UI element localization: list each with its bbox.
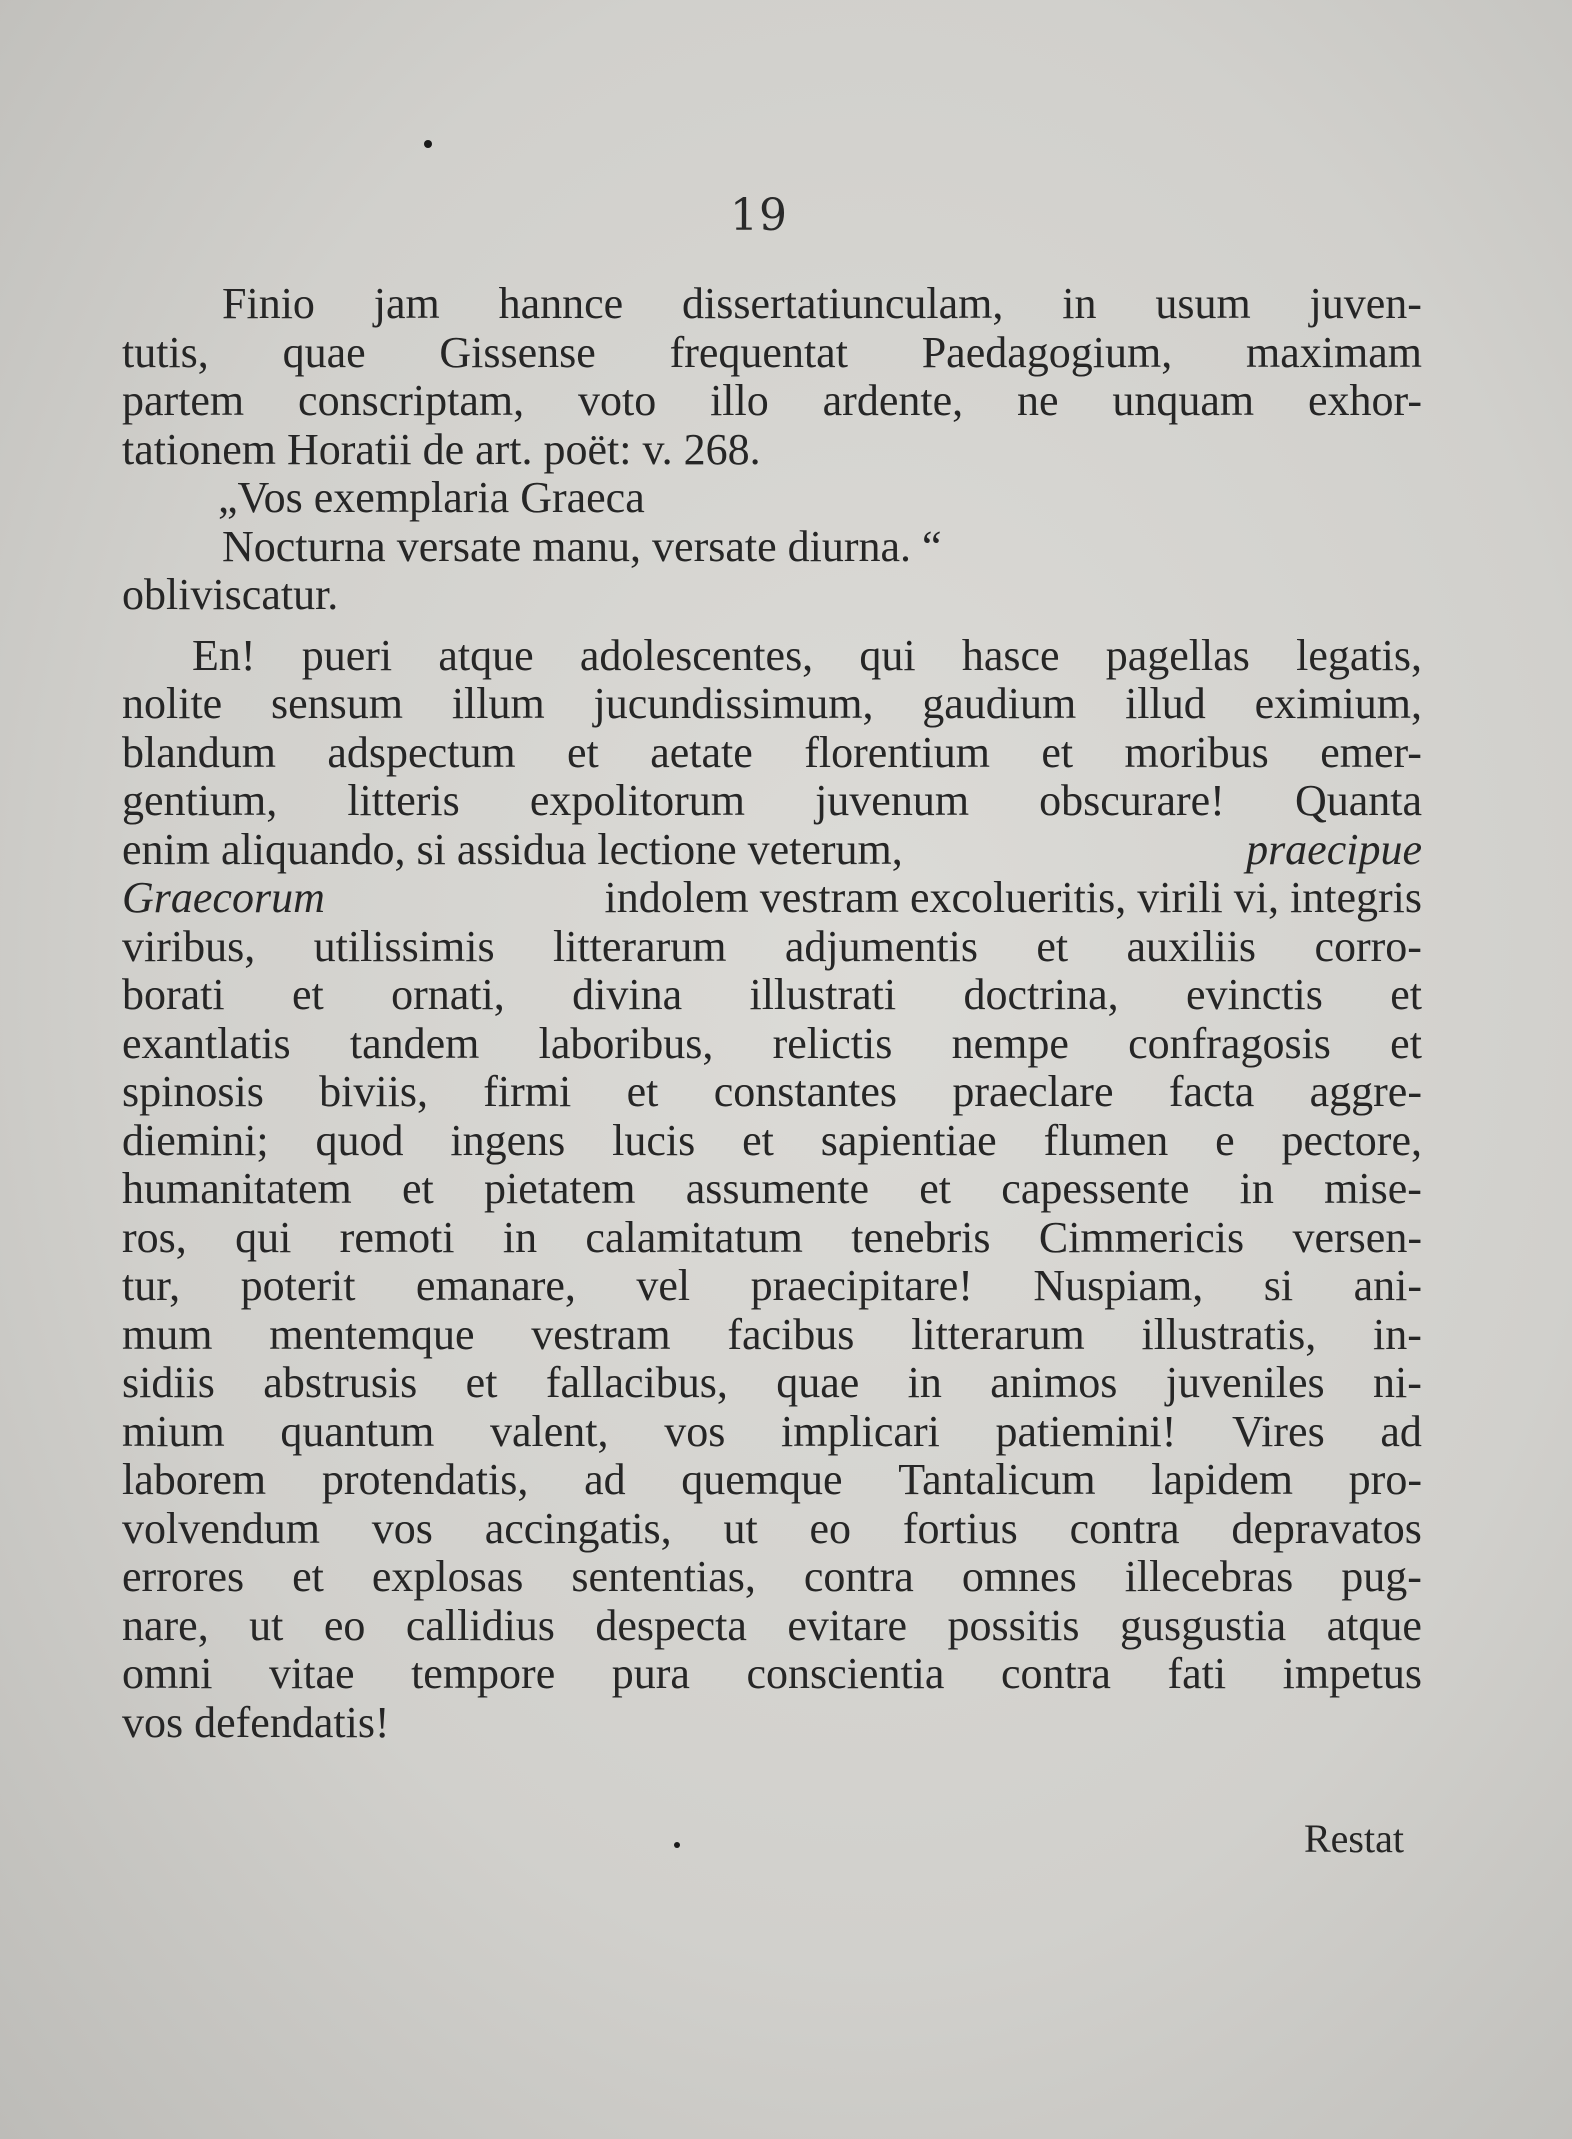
word: qui [235,1212,292,1262]
word: illecebras [1124,1552,1294,1601]
word: lapidem [1151,1455,1293,1504]
word: ad [1380,1406,1422,1456]
word: facibus [727,1309,855,1359]
word: ani- [1353,1261,1422,1310]
word: fallacibus, [545,1358,728,1407]
word: in [1062,279,1097,328]
word: pietatem [483,1164,636,1213]
word: viribus, [122,921,256,971]
word: mentemque [269,1309,475,1359]
word: blandum [122,727,276,777]
word: quemque [681,1455,843,1504]
word: Gissense [439,327,596,377]
word: litteris [347,776,460,825]
word: vos [371,1503,433,1553]
word: in [907,1358,942,1407]
word: florentium [804,727,990,777]
word: contra [803,1552,914,1601]
body-text [122,280,1422,1747]
text-segment: indolem vestram excolueritis, virili vi, integris [604,873,1422,922]
word: atque [438,630,534,680]
word: flumen [1043,1115,1169,1165]
word: juven- [1309,279,1422,328]
word: frequentat [669,327,848,377]
text-line [122,1408,1422,1457]
text-line [122,1311,1422,1360]
word: doctrina, [963,970,1119,1019]
word: et [626,1067,659,1116]
word: pagellas [1105,630,1250,680]
word: litterarum [552,921,727,971]
text-line [122,1456,1422,1505]
word: pectore, [1281,1115,1422,1165]
word: partem [122,376,245,425]
word: poterit [240,1261,356,1310]
word: relictis [772,1018,893,1068]
word: praeclare [952,1067,1114,1116]
word: sidiis [122,1358,215,1407]
word: tandem [349,1018,480,1068]
word: conscriptam, [298,376,525,425]
word: Paedagogium, [921,327,1173,377]
word: capessente [1001,1164,1190,1213]
word: exhor- [1308,376,1422,425]
word: si [1263,1261,1294,1310]
word: voto [577,376,657,425]
word: remoti [339,1212,455,1262]
text-line [122,377,1422,426]
word: ni- [1373,1358,1422,1407]
word: explosas [371,1552,524,1601]
word: tenebris [851,1212,991,1262]
word: utilissimis [313,921,495,971]
word: despecta [595,1600,747,1650]
word: emanare, [415,1261,576,1310]
word: et [465,1358,498,1407]
word: vos [664,1406,726,1456]
word: pueri [301,630,393,680]
word: borati [122,970,225,1019]
word: pura [611,1649,690,1698]
word: adolescentes, [579,630,814,680]
word: nempe [951,1018,1069,1068]
word: gaudium [922,679,1077,728]
text-line [122,1117,1422,1166]
word: usum [1155,279,1251,328]
word: assumente [685,1164,870,1213]
word: aetate [650,727,753,777]
word: En! [192,630,256,680]
catchword: Restat [1304,1816,1404,1861]
word: exantlatis [122,1018,291,1068]
word: Quanta [1294,776,1422,825]
word: accingatis, [484,1503,672,1553]
text-line [122,1359,1422,1408]
word: impetus [1282,1649,1422,1698]
word: gusgustia [1119,1600,1287,1650]
text-segment: enim aliquando, si assidua lectione veterum, [122,824,903,874]
word: illud [1125,679,1206,728]
word: unquam [1112,376,1255,425]
word: lucis [612,1115,696,1165]
word: errores [122,1552,245,1601]
word: quod [315,1115,404,1165]
italic-word: praecipue [1246,824,1422,874]
word: maximam [1245,327,1422,377]
word: ingens [450,1115,566,1165]
text-line: obliviscatur. [122,570,339,619]
word: fortius [902,1503,1018,1553]
word: hannce [498,279,624,328]
word: corro- [1314,921,1422,971]
word: constantes [713,1067,897,1116]
word: ut [249,1600,284,1650]
word: vel [636,1261,691,1310]
verse-line: „Vos exemplaria Graeca [218,473,645,522]
word: quantum [280,1406,435,1456]
word: mise- [1324,1164,1422,1213]
word: tempore [411,1649,556,1698]
word: humanitatem [122,1164,352,1213]
text-line [122,777,1422,826]
word: diemini; [122,1115,269,1165]
word: laboribus, [538,1018,714,1068]
word: ros, [122,1212,187,1262]
word: nare, [122,1600,209,1650]
word: omni [122,1649,213,1698]
italic-word: Graecorum [122,873,325,922]
word: mium [122,1406,225,1456]
word: illo [710,376,769,425]
word: sapientiae [820,1115,997,1165]
word: omnes [961,1552,1077,1601]
word: vestram [531,1309,671,1359]
text-line [122,1020,1422,1069]
word: illustrati [749,970,897,1019]
word: contra [1069,1503,1180,1553]
word: fati [1167,1649,1227,1698]
text-line [122,923,1422,972]
word: juveniles [1165,1358,1325,1407]
word: mum [122,1309,213,1359]
word: implicari [781,1406,940,1456]
ink-speck [674,1842,680,1848]
word: quae [282,327,366,377]
word: conscientia [746,1649,945,1698]
word: ornati, [391,970,505,1019]
word: atque [1326,1600,1422,1650]
word: auxiliis [1126,921,1257,971]
word: moribus [1124,727,1269,777]
word: praecipitare! [750,1261,973,1310]
paragraph-gap [122,620,1422,632]
word: expolitorum [529,776,745,825]
word: ne [1016,376,1059,425]
verse-line: Nocturna versate manu, versate diurna. “ [222,521,942,571]
word: pug- [1341,1552,1422,1601]
text-line: tationem Horatii de art. poët: v. 268. [122,424,761,474]
word: et [919,1164,952,1213]
word: valent, [490,1406,609,1456]
word: confragosis [1128,1018,1331,1068]
word: Finio [222,279,315,328]
word: jucundissimum, [593,679,874,728]
word: animos [990,1358,1118,1407]
word: et [567,727,599,777]
word: Nuspiam, [1033,1261,1204,1310]
word: obscurare! [1039,776,1225,825]
word: evitare [787,1600,908,1650]
word: facta [1168,1067,1255,1116]
word: nolite [122,679,223,728]
word: depravatos [1231,1503,1422,1553]
word: et [742,1115,774,1165]
word: emer- [1320,727,1422,777]
word: eo [809,1503,852,1553]
word: adjumentis [784,921,978,971]
word: eximium, [1254,679,1422,728]
word: tutis, [122,327,209,377]
word: legatis, [1296,630,1422,680]
word: vitae [269,1649,355,1698]
word: sententias, [571,1552,756,1601]
word: in- [1373,1309,1422,1359]
word: versen- [1292,1212,1422,1262]
word: et [1041,727,1074,777]
word: eo [323,1600,366,1650]
text-line [122,1650,1422,1699]
word: in [502,1212,538,1262]
word: volvendum [122,1503,320,1553]
word: Vires [1232,1406,1325,1456]
word: sensum [271,679,404,728]
word: juvenum [815,776,970,825]
text-line [122,329,1422,378]
text-line [122,1068,1422,1117]
word: illum [451,679,545,728]
word: et [1390,1018,1422,1068]
word: in [1239,1164,1274,1213]
text-line [122,1165,1422,1214]
text-line [122,280,1422,329]
word: e [1215,1115,1235,1165]
word: aggre- [1309,1067,1422,1116]
word: spinosis [122,1067,264,1116]
word: qui [859,630,916,680]
word: contra [1000,1649,1111,1698]
word: possitis [947,1600,1080,1650]
word: Cimmericis [1038,1212,1245,1262]
text-line [122,729,1422,778]
word: patiemini! [995,1406,1177,1456]
word: gentium, [122,776,278,825]
word: divina [572,970,683,1019]
text-line [122,1602,1422,1651]
word: ad [584,1455,626,1504]
text-line [122,826,1422,875]
page-number: 19 [730,190,788,241]
word: abstrusis [263,1358,418,1407]
word: pro- [1348,1455,1422,1504]
word: firmi [483,1067,572,1116]
word: adspectum [327,727,516,777]
word: et [1390,970,1422,1019]
ink-speck [424,140,432,148]
word: evinctis [1186,970,1323,1019]
word: et [292,1552,324,1601]
word: protendatis, [321,1455,529,1504]
word: Tantalicum [898,1455,1096,1504]
word: laborem [122,1455,267,1504]
word: tur, [122,1261,181,1310]
word: illustratis, [1141,1309,1317,1359]
word: ardente, [822,376,964,425]
word: callidius [405,1600,555,1650]
word: hasce [961,630,1060,680]
text-line [122,1505,1422,1554]
word: litterarum [911,1309,1085,1359]
word: biviis, [319,1067,428,1116]
word: jam [373,279,440,328]
text-line [122,680,1422,729]
word: et [401,1164,434,1213]
word: et [1036,921,1069,971]
text-line [122,1262,1422,1311]
text-line: vos defendatis! [122,1697,390,1747]
text-line [122,1553,1422,1602]
text-line [122,1214,1422,1263]
text-line [122,874,1422,923]
word: ut [723,1503,758,1553]
word: quae [776,1358,860,1407]
word: dissertatiunculam, [682,279,1004,328]
word: calamitatum [585,1212,803,1262]
text-line [122,971,1422,1020]
text-line [122,632,1422,681]
word: et [292,970,324,1019]
